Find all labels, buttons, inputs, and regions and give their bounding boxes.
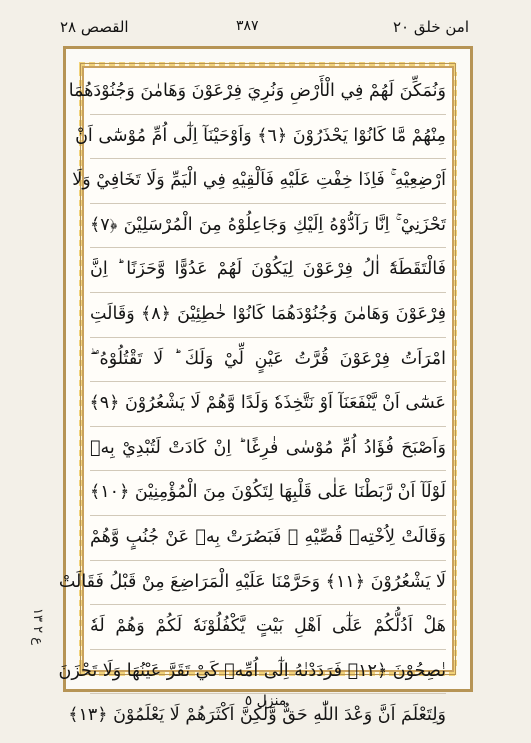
text-line: اَرْضِعِيْهِ ۚ فَاِذَا خِفْتِ عَلَيْهِ فَاَلْقِيْهِ فِي الْيَمِّ وَلَا تَخَافِيْ وَلَا xyxy=(90,159,446,204)
text-line: عَسٰٓى اَنْ يَّنْفَعَنَآ اَوْ نَتَّخِذَهٗ وَلَدًا وَّهُمْ لَا يَشْعُرُوْنَ ﴿٩﴾ xyxy=(90,382,446,427)
text-line: امْرَاَتُ فِرْعَوْنَ قُرَّتُ عَيْنٍ لِّيْ وَلَكَ ؕ لَا تَقْتُلُوْهُ ۖ xyxy=(90,338,446,383)
text-line: لَا يَشْعُرُوْنَ ﴿١١﴾ وَحَرَّمْنَا عَلَيْهِ الْمَرَاضِعَ مِنْ قَبْلُ فَقَالَتْ xyxy=(90,561,446,606)
text-line: وَقَالَتْ لِاُخْتِهٖ قُصِّيْهِ ۫ فَبَصُرَتْ بِهٖ عَنْ جُنُبٍ وَّهُمْ xyxy=(90,516,446,561)
text-line: لَوْلَآ اَنْ رَّبَطْنَا عَلٰى قَلْبِهَا لِتَكُوْنَ مِنَ الْمُؤْمِنِيْنَ ﴿١٠﴾ xyxy=(90,471,446,516)
manzil-footer: منزل ٥ xyxy=(244,693,287,709)
text-line: نٰصِحُوْنَ ﴿١٢﴾ فَرَدَدْنٰهُ اِلٰٓى اُمِّهٖ كَيْ تَقَرَّ عَيْنُهَا وَلَا تَحْزَنَ xyxy=(90,650,446,695)
text-line: وَلِتَعْلَمَ اَنَّ وَعْدَ اللّٰهِ حَقٌّ وَّلٰكِنَّ اَكْثَرَهُمْ لَا يَعْلَمُوْنَ ﴿١٣﴾ xyxy=(68,705,446,726)
para-name-header: امن خلق ٢٠ xyxy=(392,18,469,36)
ruku-marker: ع ٢ ١٣ xyxy=(30,608,45,645)
text-line: فَالْتَقَطَهٗٓ اٰلُ فِرْعَوْنَ لِيَكُوْنَ لَهُمْ عَدُوًّا وَّحَزَنًا ؕ اِنَّ xyxy=(90,248,446,293)
text-line: فِرْعَوْنَ وَهَامٰنَ وَجُنُوْدَهُمَا كَانُوْا خٰطِئِيْنَ ﴿٨﴾ وَقَالَتِ xyxy=(90,293,446,338)
text-line: تَحْزَنِيْ ۚ اِنَّا رَآدُّوْهُ اِلَيْكِ وَجَاعِلُوْهُ مِنَ الْمُرْسَلِيْنَ ﴿٧﴾ xyxy=(90,204,446,249)
surah-name-header: القصص ٢٨ xyxy=(60,18,129,36)
text-line: وَنُمَكِّنَ لَهُمْ فِي الْأَرْضِ وَنُرِيَ فِرْعَوْنَ وَهَامٰنَ وَجُنُوْدَهُمَا xyxy=(90,70,446,115)
page-number: ٣٨٧ xyxy=(236,18,259,34)
text-line: وَاَصْبَحَ فُؤَادُ اُمِّ مُوْسٰى فٰرِغًا ؕ اِنْ كَادَتْ لَتُبْدِيْ بِهٖ xyxy=(90,427,446,472)
text-line: هَلْ اَدُلُّكُمْ عَلٰٓى اَهْلِ بَيْتٍ يَّكْفُلُوْنَهٗ لَكُمْ وَهُمْ لَهٗ xyxy=(90,605,446,650)
text-line: مِنْهُمْ مَّا كَانُوْا يَحْذَرُوْنَ ﴿٦﴾ وَاَوْحَيْنَآ اِلٰٓى اُمِّ مُوْسٰٓى اَنْ xyxy=(90,115,446,160)
